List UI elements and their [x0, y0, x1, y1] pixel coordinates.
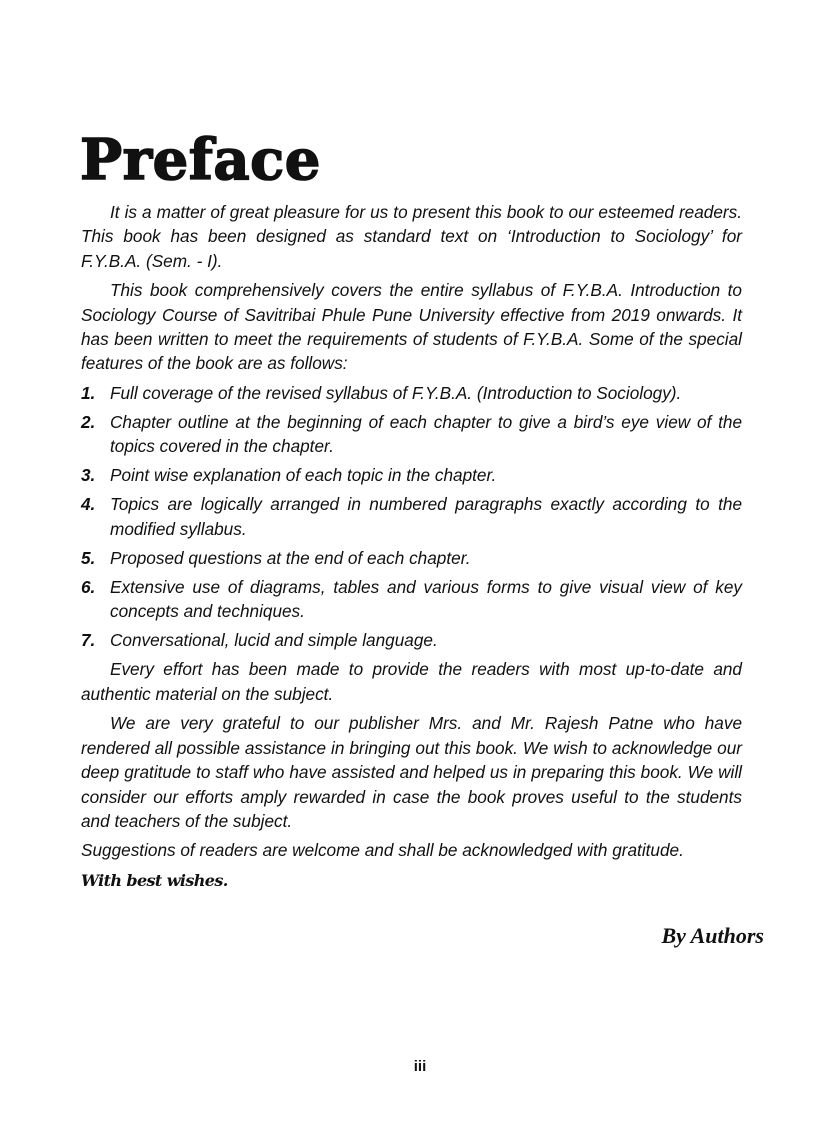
signature: By Authors [661, 923, 764, 948]
list-item-number: 1. [81, 382, 96, 403]
paragraph-intro: It is a matter of great pleasure for us to present this book to our esteemed readers. This book has been designed as standard text on ‘Introduction to Sociology’ for F.Y.B.A. (Sem. - I). [81, 202, 742, 271]
list-item-number: 4. [81, 494, 96, 515]
preface-body [81, 200, 742, 893]
list-item [81, 492, 742, 541]
page-number: iii [413, 1058, 427, 1075]
list-item [81, 463, 742, 487]
list-item-text: Extensive use of diagrams, tables and various forms to give visual view of key concepts and techniques. [110, 576, 742, 622]
list-item-number: 3. [81, 465, 96, 486]
list-item-text: Proposed questions at the end of each chapter. [110, 547, 471, 568]
list-item [81, 575, 742, 624]
list-item-text: Chapter outline at the beginning of each chapter to give a bird’s eye view of the topics covered in the chapter. [110, 411, 742, 457]
list-item-text: Full coverage of the revised syllabus of F.Y.B.A. (Introduction to Sociology). [110, 382, 682, 403]
list-item-text: Conversational, lucid and simple language. [110, 630, 438, 651]
paragraph-effort: Every effort has been made to provide the readers with most up-to-date and authentic material on the subject. [81, 659, 742, 704]
features-list [81, 381, 742, 653]
page-title: Preface [80, 127, 321, 193]
list-item-number: 5. [81, 547, 96, 568]
list-item [81, 628, 742, 652]
list-item [81, 410, 742, 459]
list-item-text: Topics are logically arranged in numbered paragraphs exactly according to the modified syllabus. [110, 494, 742, 539]
list-item-number: 6. [81, 576, 96, 597]
paragraph-gratitude: We are very grateful to our publisher Mrs. and Mr. Rajesh Patne who have rendered all possible assistance in bringing out this book. We wish to acknowledge our deep gratitude to staff who have assisted and helped us in preparing this book. We will consider our efforts amply rewarded in case the book proves useful to the students and teachers of the subject. [81, 713, 742, 831]
closing-line: With best wishes. [81, 870, 228, 890]
paragraph-coverage: This book comprehensively covers the entire syllabus of F.Y.B.A. Introduction to Sociology Course of Savitribai Phule Pune University effective from 2019 onwards. It has been written to meet the requirements of students of F.Y.B.A. Some of the special features of the book are as follows: [81, 280, 742, 374]
list-item-text: Point wise explanation of each topic in the chapter. [110, 465, 497, 486]
list-item-number: 7. [81, 630, 96, 651]
list-item-number: 2. [81, 411, 96, 432]
paragraph-suggestions: Suggestions of readers are welcome and shall be acknowledged with gratitude. [81, 840, 684, 861]
list-item [81, 546, 742, 570]
list-item [81, 381, 742, 405]
